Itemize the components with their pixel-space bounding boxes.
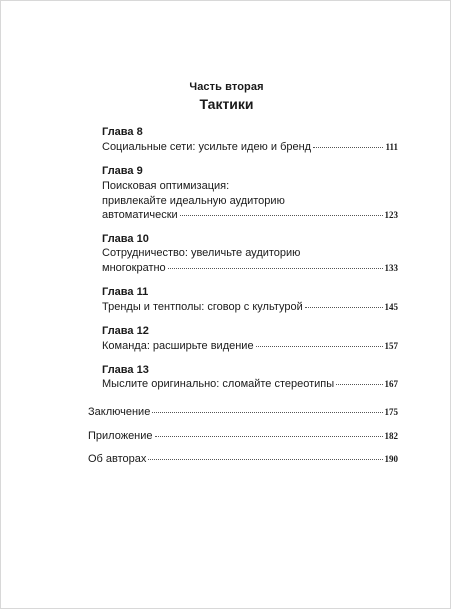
chapter-13-heading: Глава 13 [102,364,149,376]
chapter-9-title-line-1: Поисковая оптимизация: [102,180,230,192]
dot-leader [148,459,382,460]
chapter-9-page: 123 [384,210,398,220]
chapter-12-heading: Глава 12 [102,325,149,337]
chapter-11-heading: Глава 11 [102,286,149,298]
chapter-13-title: Мыслите оригинально: сломайте стереотипы [102,378,335,390]
conclusion-title: Заключение [88,406,151,418]
appendix-page: 182 [384,431,398,441]
conclusion-page: 175 [384,407,398,417]
dot-leader [313,147,383,148]
chapter-9-title-line-3: автоматически [102,209,178,221]
part-label: Часть вторая [189,81,264,93]
chapter-11-title: Тренды и тентполы: сговор с культурой [102,301,303,313]
chapter-8-heading: Глава 8 [102,126,143,138]
dot-leader [336,384,382,385]
chapter-10-title-line-2: многократно [102,262,166,274]
conclusion-entry [88,406,398,418]
appendix-title: Приложение [88,430,153,442]
dot-leader [168,268,383,269]
about-authors-page: 190 [384,454,398,464]
chapter-12-page: 157 [384,341,398,351]
chapter-13-entry [102,378,398,390]
chapter-9-heading: Глава 9 [102,165,143,177]
chapter-13-page: 167 [384,379,398,389]
chapter-11-page: 145 [384,302,398,312]
about-authors-entry [88,453,398,465]
chapter-12-entry [102,340,398,352]
about-authors-title: Об авторах [88,453,147,465]
chapter-9-title-line-2: привлекайте идеальную аудиторию [102,195,285,207]
chapter-9-entry [102,209,398,221]
chapter-11-entry [102,301,398,313]
dot-leader [256,346,383,347]
dot-leader [180,215,383,216]
chapter-8-entry [102,141,398,153]
appendix-entry [88,430,398,442]
chapter-10-page: 133 [384,263,398,273]
part-title: Тактики [199,96,254,112]
chapter-10-heading: Глава 10 [102,233,149,245]
dot-leader [305,307,383,308]
dot-leader [152,412,382,413]
dot-leader [155,436,383,437]
chapter-12-title: Команда: расширьте видение [102,340,254,352]
chapter-10-entry [102,262,398,274]
chapter-8-title: Социальные сети: усильте идею и бренд [102,141,312,153]
chapter-10-title-line-1: Сотрудничество: увеличьте аудиторию [102,247,301,259]
chapter-8-page: 111 [385,142,398,152]
